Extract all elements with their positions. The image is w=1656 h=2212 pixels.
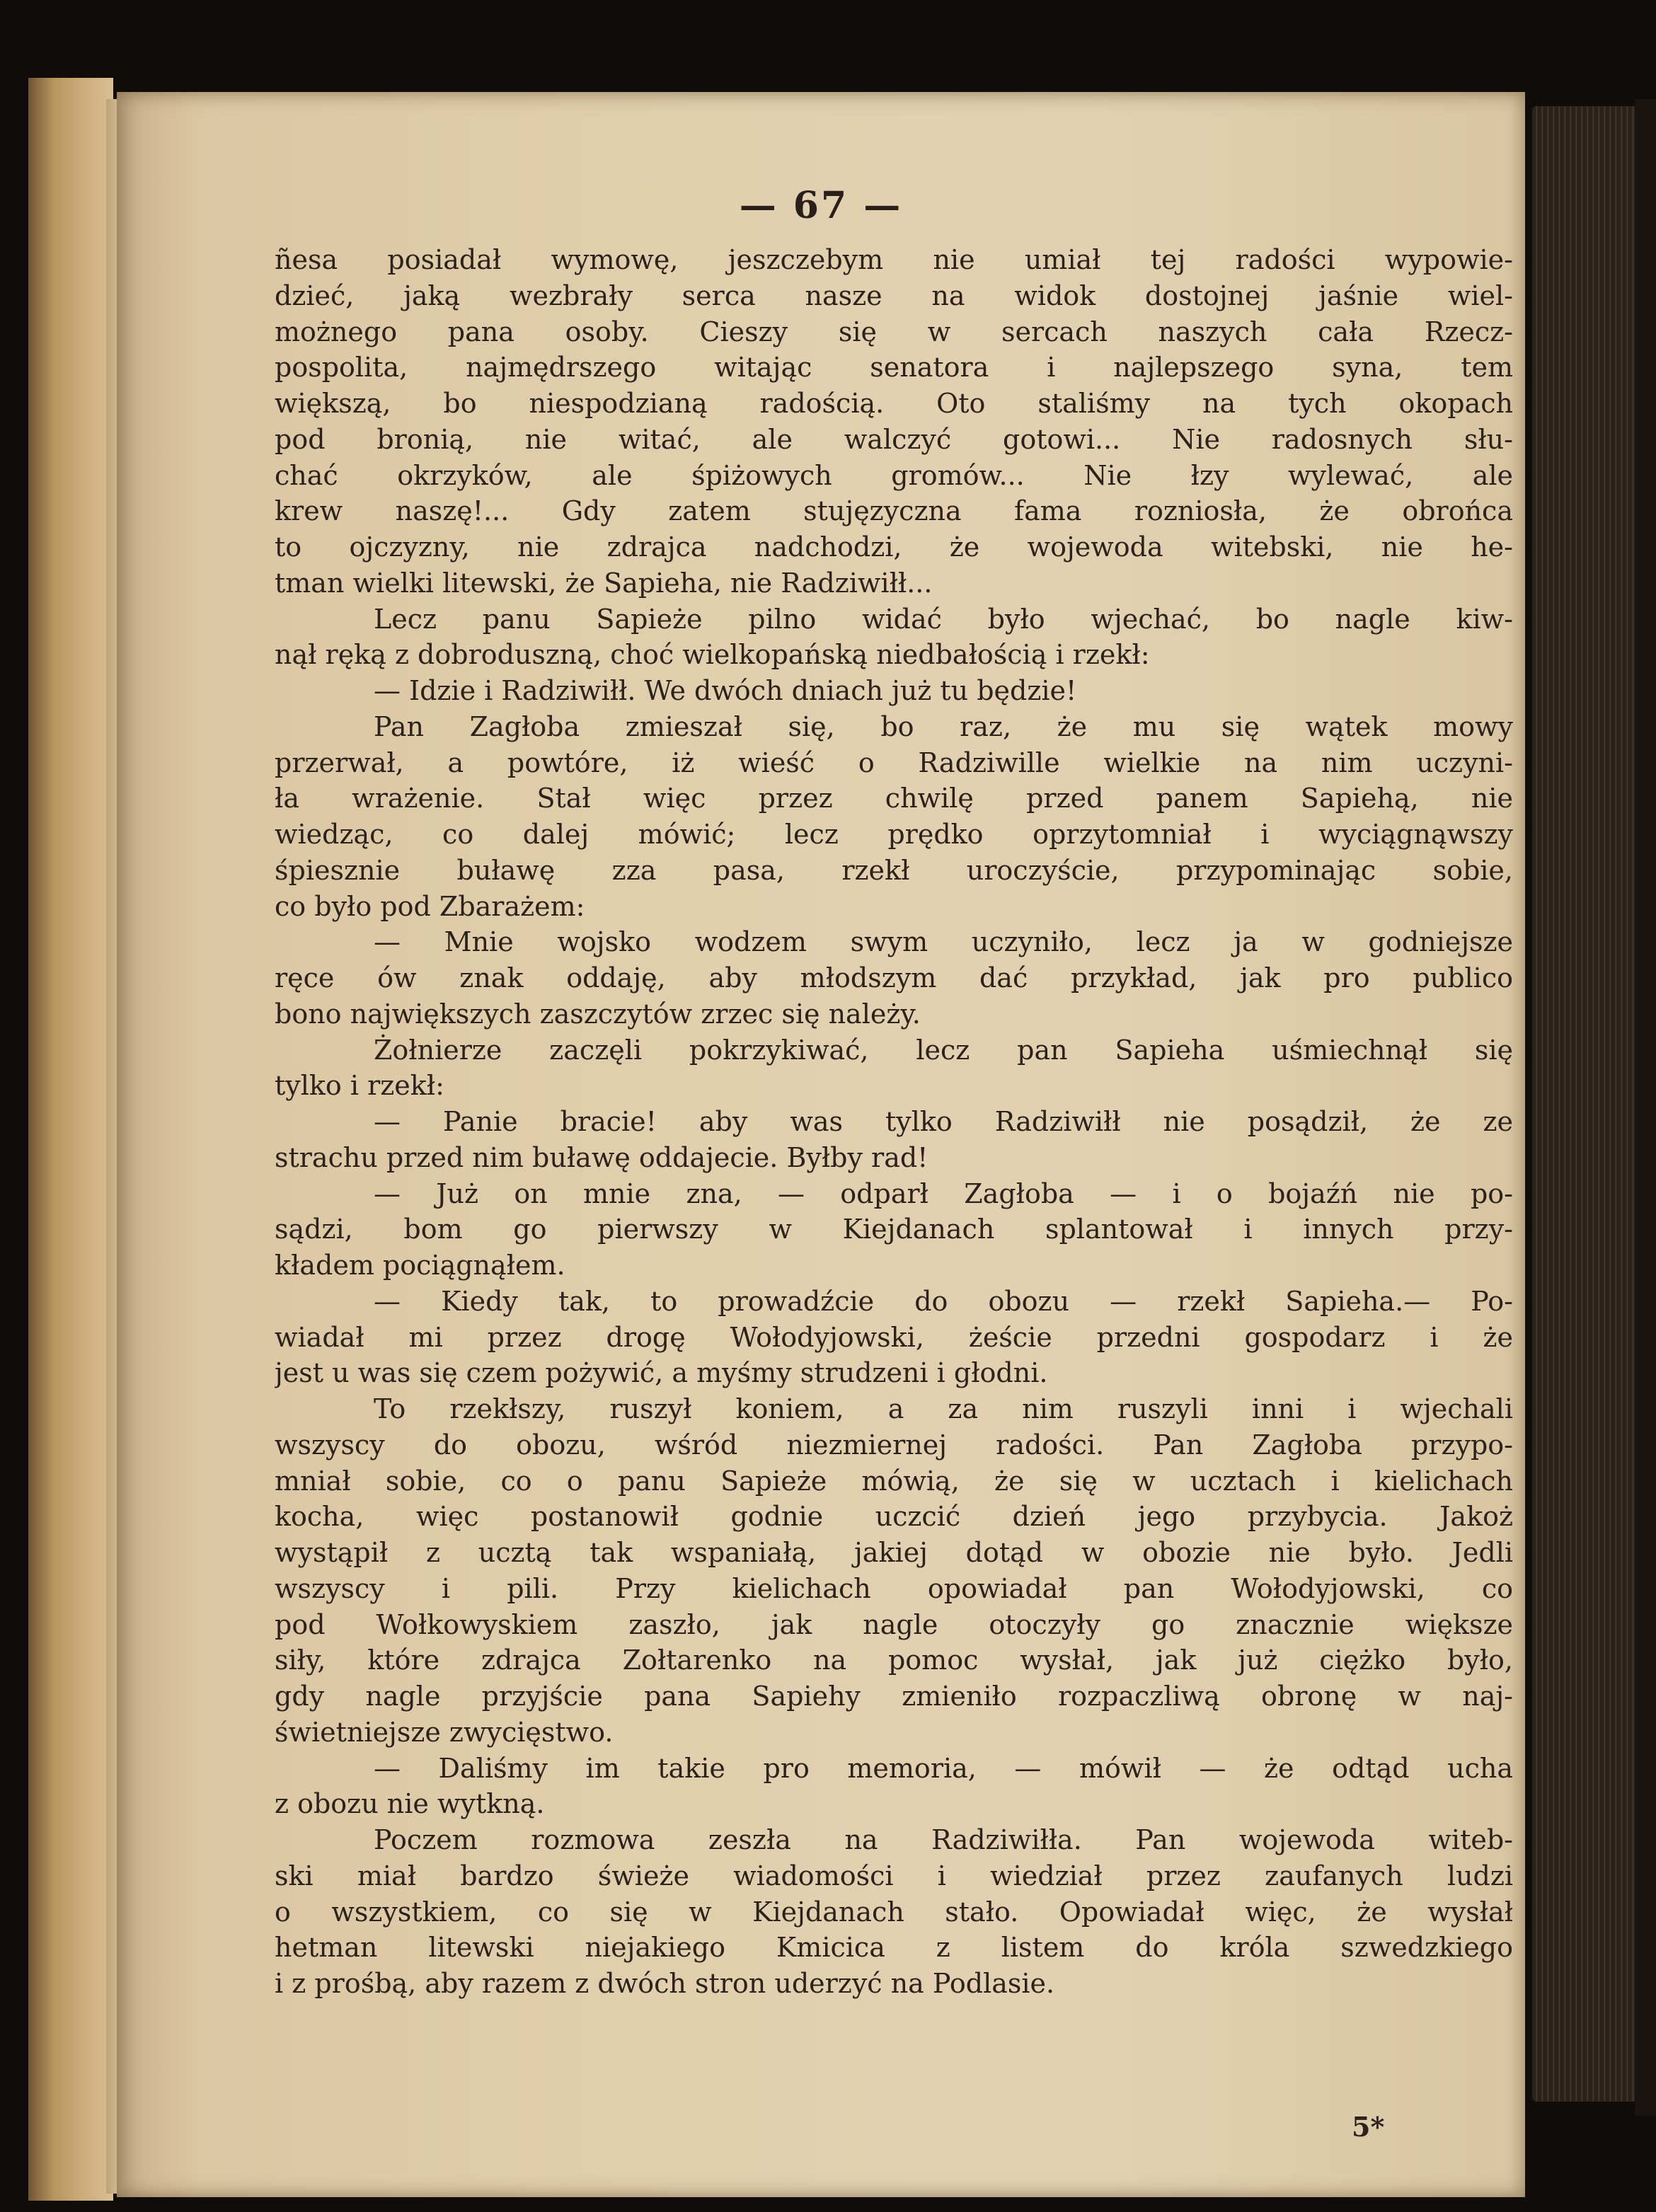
text-line: — Daliśmy im takie pro memoria, — mówił — że odtąd ucha	[374, 1752, 1513, 1784]
text-line: z obozu nie wytkną.	[275, 1788, 545, 1820]
text-line: Pan Zagłoba zmieszał się, bo raz, że mu się wątek mowy	[374, 710, 1513, 742]
text-line: krew naszę!... Gdy zatem stujęzyczna fama rozniosła, że obrońca	[275, 495, 1513, 527]
text-line: strachu przed nim buławę oddajecie. Byłby rad!	[275, 1141, 928, 1173]
text-line: wiedząc, co dalej mówić; lecz prędko oprzytomniał i wyciągnąwszy	[275, 819, 1513, 850]
text-line: ñesa posiadał wymowę, jeszczebym nie umiał tej radości wypowie-	[275, 244, 1513, 275]
text-line: gdy nagle przyjście pana Sapiehy zmieniło rozpaczliwą obronę w naj-	[275, 1681, 1513, 1712]
text-line: ła wrażenie. Stał więc przez chwilę przed panem Sapiehą, nie	[275, 783, 1513, 814]
text-line: przerwał, a powtóre, iż wieść o Radziwille wielkie na nim uczyni-	[275, 747, 1513, 778]
text-line: śpiesznie buławę zza pasa, rzekł uroczyście, przypominając sobie,	[275, 854, 1513, 886]
text-line: bono największych zaszczytów zrzec się należy.	[275, 998, 921, 1030]
text-line: hetman litewski niejakiego Kmicica z listem do króla szwedzkiego	[275, 1932, 1513, 1964]
text-line: Poczem rozmowa zeszła na Radziwiłła. Pan wojewoda witeb-	[374, 1824, 1513, 1855]
text-line: wiadał mi przez drogę Wołodyjowski, żeście przedni gospodarz i że	[275, 1321, 1513, 1353]
signature-mark: 5*	[1352, 2111, 1385, 2143]
left-page-block	[28, 78, 113, 2201]
text-line: to ojczyzny, nie zdrajca nadchodzi, że wojewoda witebski, nie he-	[275, 531, 1513, 563]
right-page-edges	[1532, 106, 1642, 2102]
text-line: Lecz panu Sapieże pilno widać było wjechać, bo nagle kiw-	[374, 603, 1513, 635]
text-line: co było pod Zbarażem:	[275, 890, 585, 922]
text-line: — Już on mnie zna, — odparł Zagłoba — i o bojaźń nie po-	[374, 1177, 1513, 1209]
book-page	[117, 92, 1525, 2197]
text-line: kładem pociągnąłem.	[275, 1250, 565, 1281]
text-line: kocha, więc postanowił godnie uczcić dzień jego przybycia. Jakoż	[275, 1501, 1513, 1533]
text-line: nął ręką z dobroduszną, choć wielkopańską niedbałością i rzekł:	[275, 639, 1150, 671]
text-line: pod Wołkowyskiem zaszło, jak nagle otoczyły go znacznie większe	[275, 1608, 1513, 1640]
page-body-text	[275, 242, 1513, 2002]
text-line: To rzekłszy, ruszył koniem, a za nim ruszyli inni i wjechali	[374, 1393, 1513, 1424]
text-line: świetniejsze zwycięstwo.	[275, 1716, 614, 1748]
text-line: wszyscy do obozu, wśród niezmiernej radości. Pan Zagłoba przypo-	[275, 1429, 1513, 1461]
text-line: tman wielki litewski, że Sapieha, nie Radziwiłł...	[275, 567, 933, 599]
text-line: ski miał bardzo świeże wiadomości i wiedział przez zaufanych ludzi	[275, 1860, 1513, 1891]
text-line: ręce ów znak oddaję, aby młodszym dać przykład, jak pro publico	[275, 962, 1513, 993]
text-line: chać okrzyków, ale śpiżowych gromów... Nie łzy wylewać, ale	[275, 459, 1513, 491]
text-line: większą, bo niespodzianą radością. Oto staliśmy na tych okopach	[275, 388, 1513, 419]
text-line: tylko i rzekł:	[275, 1070, 444, 1102]
text-line: pod bronią, nie witać, ale walczyć gotowi... Nie radosnych słu-	[275, 423, 1513, 455]
text-line: sądzi, bom go pierwszy w Kiejdanach splantował i innych przy-	[275, 1214, 1513, 1245]
text-line: wystąpił z ucztą tak wspaniałą, jakiej dotąd w obozie nie było. Jedli	[275, 1537, 1513, 1568]
text-line: Żołnierze zaczęli pokrzykiwać, lecz pan Sapieha uśmiechnął się	[374, 1034, 1513, 1066]
text-line: wszyscy i pili. Przy kielichach opowiadał pan Wołodyjowski, co	[275, 1572, 1513, 1604]
text-line: — Panie bracie! aby was tylko Radziwiłł nie posądził, że ze	[374, 1106, 1513, 1137]
text-line: pospolita, najmędrszego witając senatora i najlepszego syna, tem	[275, 352, 1513, 384]
text-line: mniał sobie, co o panu Sapieże mówią, że się w ucztach i kielichach	[275, 1465, 1513, 1497]
text-line: i z prośbą, aby razem z dwóch stron uderzyć na Podlasie.	[275, 1968, 1055, 1999]
text-line: możnego pana osoby. Cieszy się w sercach naszych cała Rzecz-	[275, 316, 1513, 347]
text-line: — Idzie i Radziwiłł. We dwóch dniach już tu będzie!	[374, 675, 1077, 706]
text-line: siły, które zdrajca Zołtarenko na pomoc wysłał, jak już ciężko było,	[275, 1644, 1513, 1676]
text-line: jest u was się czem pożywić, a myśmy strudzeni i głodni.	[275, 1357, 1048, 1389]
text-line: — Kiedy tak, to prowadźcie do obozu — rzekł Sapieha.— Po-	[374, 1285, 1513, 1317]
text-line: — Mnie wojsko wodzem swym uczyniło, lecz ja w godniejsze	[374, 926, 1513, 958]
book-cover-edge	[1635, 99, 1656, 2116]
text-line: dzieć, jaką wezbrały serca nasze na widok dostojnej jaśnie wiel-	[275, 280, 1513, 311]
page-number: — 67 —	[739, 184, 903, 227]
text-line: o wszystkiem, co się w Kiejdanach stało. Opowiadał więc, że wysłał	[275, 1896, 1513, 1928]
